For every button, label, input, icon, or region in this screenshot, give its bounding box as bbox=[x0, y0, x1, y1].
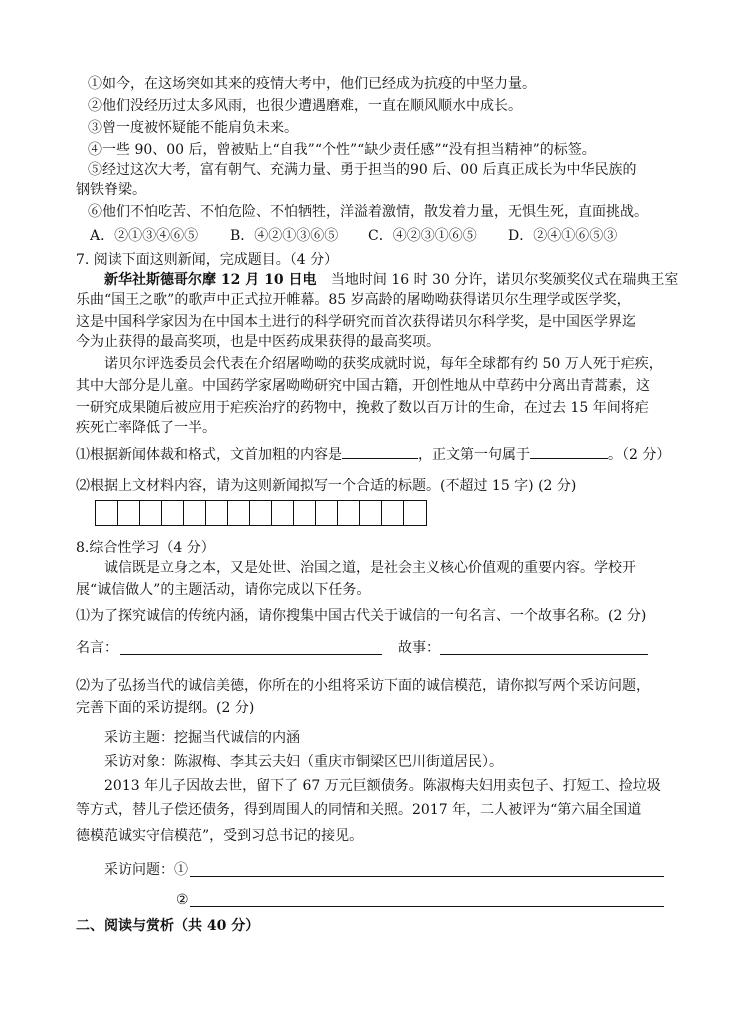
sentence-6: ⑥他们不怕吃苦、不怕危险、不怕牺牲，洋溢着激情，散发着力量，无惧生死，直面挑战。 bbox=[88, 204, 648, 220]
section-2-heading: 二、阅读与赏析（共 40 分） bbox=[76, 918, 260, 934]
grid-cell[interactable] bbox=[382, 501, 404, 525]
grid-cell[interactable] bbox=[184, 501, 206, 525]
title-answer-grid[interactable] bbox=[95, 500, 427, 526]
grid-cell[interactable] bbox=[228, 501, 250, 525]
sentence-3: ③曾一度被怀疑能不能肩负未来。 bbox=[88, 120, 298, 136]
news-p1-l1: 当地时间 16 时 30 分许，诺贝尔奖颁奖仪式在瑞典王室 bbox=[330, 272, 679, 288]
interview-topic: 采访主题：挖掘当代诚信的内涵 bbox=[104, 730, 300, 746]
news-p1-l4: 今为止获得的最高奖项，也是中医药成果获得的最高奖项。 bbox=[76, 334, 440, 350]
grid-cell[interactable] bbox=[338, 501, 360, 525]
question-2-line[interactable] bbox=[190, 906, 664, 907]
grid-cell[interactable] bbox=[162, 501, 184, 525]
sentence-4: ④一些 90、00 后，曾被贴上“自我”“个性”“缺少责任感”“没有担当精神”的标签。 bbox=[88, 142, 596, 158]
story-l1: 2013 年儿子因故去世，留下了 67 万元巨额债务。陈淑梅夫妇用卖包子、打短工、捡垃圾 bbox=[104, 778, 661, 794]
grid-cell[interactable] bbox=[404, 501, 426, 525]
story-label: 故事： bbox=[398, 640, 440, 656]
blank-bold-content[interactable] bbox=[342, 444, 418, 459]
q8-sub1: ⑴为了探究诚信的传统内涵，请你搜集中国古代关于诚信的一句名言、一个故事名称。(2 分) bbox=[76, 608, 647, 624]
grid-cell[interactable] bbox=[140, 501, 162, 525]
grid-cell[interactable] bbox=[96, 501, 118, 525]
news-p2-l3: 一研究成果随后被应用于疟疾治疗的药物中，挽救了数以百万计的生命，在过去 15 年间将疟 bbox=[76, 400, 649, 416]
grid-cell[interactable] bbox=[250, 501, 272, 525]
q7-paragraph-1-first bbox=[104, 270, 678, 290]
sentence-2: ②他们没经历过太多风雨，也很少遭遇磨难，一直在顺风顺水中成长。 bbox=[88, 98, 522, 114]
questions-label: 采访问题：① bbox=[104, 862, 188, 878]
option-a: A．②①③④⑥⑤ bbox=[90, 228, 199, 244]
news-p2-l1: 诺贝尔评选委员会代表在介绍屠呦呦的获奖成就时说，每年全球都有约 50 万人死于疟疾， bbox=[104, 356, 663, 372]
news-p1-l2: 乐曲“国王之歌”的歌声中正式拉开帷幕。85 岁高龄的屠呦呦获得诺贝尔生理学或医学奖， bbox=[76, 292, 631, 308]
q8-sub2-l2: 完善下面的采访提纲。(2 分) bbox=[76, 700, 255, 716]
sentence-1: ①如今，在这场突如其来的疫情大考中，他们已经成为抗疫的中坚力量。 bbox=[88, 76, 536, 92]
news-dateline: 新华社斯德哥尔摩 12 月 10 日电 bbox=[104, 272, 317, 288]
q8-sub2-l1: ⑵为了弘扬当代的诚信美德，你所在的小组将采访下面的诚信模范，请你拟写两个采访问题， bbox=[76, 678, 650, 694]
grid-cell[interactable] bbox=[360, 501, 382, 525]
grid-cell[interactable] bbox=[118, 501, 140, 525]
news-p2-l2: 其中大部分是儿童。中国药学家屠呦呦研究中国古籍，开创性地从中草药中分离出青蒿素，这 bbox=[76, 378, 650, 394]
q8-heading: 8.综合性学习（4 分） bbox=[76, 540, 215, 556]
q7-sub2: ⑵根据上文材料内容，请为这则新闻拟写一个合适的标题。(不超过 15 字) (2 分) bbox=[76, 478, 577, 494]
story-l3: 德模范诚实守信模范”，受到习总书记的接见。 bbox=[76, 828, 364, 844]
story-l2: 等方式，替儿子偿还债务，得到周围人的同情和关照。2017 年，二人被评为“第六届全国道 bbox=[76, 802, 642, 818]
news-p1-l3: 这是中国科学家因为在中国本土进行的科学研究而首次获得诺贝尔科学奖，是中国医学界迄 bbox=[76, 314, 636, 330]
q8-intro-l1: 诚信既是立身之本，又是处世、治国之道，是社会主义核心价值观的重要内容。学校开 bbox=[104, 560, 636, 576]
option-d: D．②④①⑥⑤③ bbox=[508, 228, 618, 244]
q7-heading: 7. 阅读下面这则新闻，完成题目。（4 分） bbox=[76, 252, 339, 268]
question-2-mark: ② bbox=[176, 892, 189, 908]
option-c: C．④②③①⑥⑤ bbox=[368, 228, 477, 244]
blank-first-sentence[interactable] bbox=[530, 444, 608, 459]
grid-cell[interactable] bbox=[294, 501, 316, 525]
q7-sub1: ⑴根据新闻体裁和格式，文首加粗的内容是 ，正文第一句属于 。（2 分） bbox=[76, 444, 670, 465]
grid-cell[interactable] bbox=[272, 501, 294, 525]
sentence-5: ⑤经过这次大考，富有朝气、充满力量、勇于担当的90 后、00 后真正成长为中华民族的 bbox=[88, 162, 637, 178]
grid-cell[interactable] bbox=[206, 501, 228, 525]
grid-cell[interactable] bbox=[316, 501, 338, 525]
sentence-5-cont: 钢铁脊梁。 bbox=[76, 182, 146, 198]
quote-answer-line[interactable] bbox=[120, 654, 382, 655]
interview-target: 采访对象：陈淑梅、李其云夫妇（重庆市铜梁区巴川街道居民）。 bbox=[104, 754, 503, 770]
q8-intro-l2: 展“诚信做人”的主题活动，请你完成以下任务。 bbox=[76, 582, 371, 598]
news-p2-l4: 疾死亡率降低了一半。 bbox=[76, 420, 216, 436]
question-1-line[interactable] bbox=[190, 876, 664, 877]
story-answer-line[interactable] bbox=[440, 654, 648, 655]
option-b: B．④②①③⑥⑤ bbox=[230, 228, 339, 244]
quote-label: 名言： bbox=[76, 640, 118, 656]
